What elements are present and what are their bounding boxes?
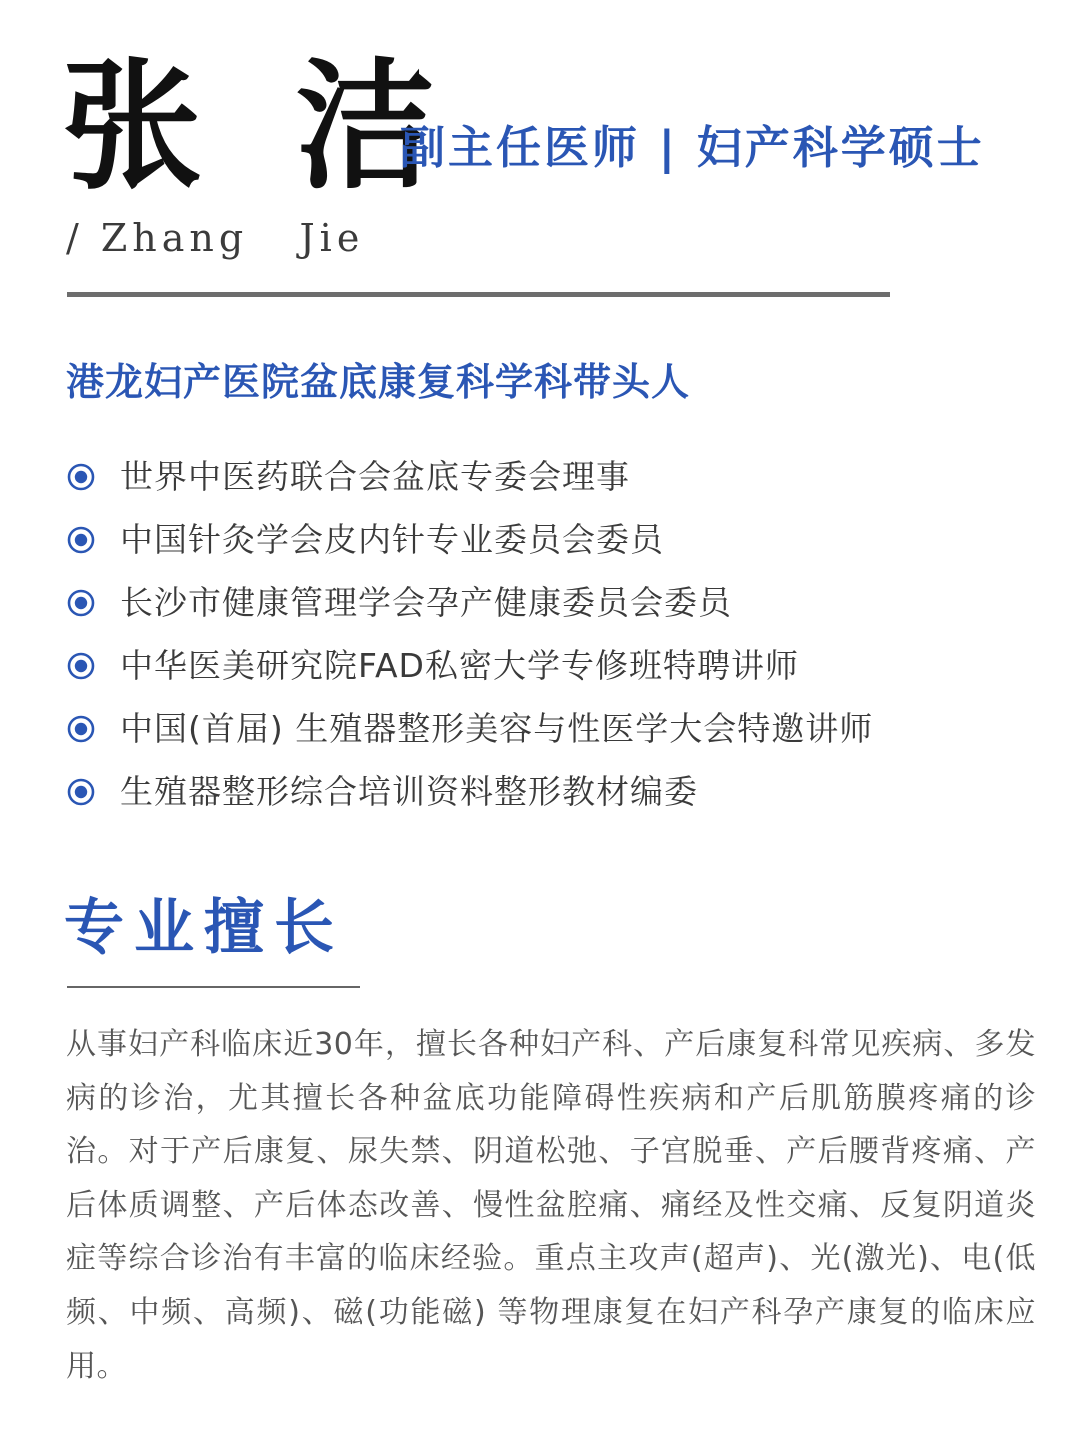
target-bullet-icon — [66, 714, 96, 744]
credential-text: 世界中医药联合会盆底专委会理事 — [120, 456, 630, 496]
credential-item — [66, 634, 873, 697]
role-heading: 港龙妇产医院盆底康复科学科带头人 — [66, 360, 691, 404]
credential-text: 中华医美研究院FAD私密大学专修班特聘讲师 — [120, 645, 799, 685]
doctor-name-pinyin: / Zhang Jie — [66, 216, 365, 260]
expertise-divider — [67, 986, 360, 988]
credential-text: 中国(首届) 生殖器整形美容与性医学大会特邀讲师 — [120, 708, 874, 748]
credential-item — [66, 760, 873, 823]
target-bullet-icon — [66, 777, 96, 807]
credential-text: 长沙市健康管理学会孕产健康委员会委员 — [120, 582, 732, 622]
header-divider — [67, 292, 890, 297]
credential-item — [66, 571, 873, 634]
credential-text: 中国针灸学会皮内针专业委员会委员 — [120, 519, 664, 559]
expertise-heading: 专业擅长 — [64, 893, 344, 963]
credential-item — [66, 697, 873, 760]
credential-text: 生殖器整形综合培训资料整形教材编委 — [120, 771, 698, 811]
target-bullet-icon — [66, 588, 96, 618]
expertise-description: 从事妇产科临床近30年，擅长各种妇产科、产后康复科常见疾病、多发病的诊治，尤其擅长各种盆底功能障碍性疾病和产后肌筋膜疼痛的诊治。对于产后康复、尿失禁、阴道松弛、子宫脱垂、产后腰背疼痛、产后体质调整、产后体态改善、慢性盆腔痛、痛经及性交痛、反复阴道炎症等综合诊治有丰富的临床经验。重点主攻声(超声)、光(激光)、电(低频、中频、高频)、磁(功能磁) 等物理康复在妇产科孕产康复的临床应用。 — [66, 1027, 1036, 1384]
credential-item — [66, 445, 873, 508]
doctor-title: 副主任医师 | 妇产科学硕士 — [400, 121, 985, 174]
target-bullet-icon — [66, 462, 96, 492]
credential-item — [66, 508, 873, 571]
doctor-name: 张 洁 — [62, 45, 457, 209]
target-bullet-icon — [66, 651, 96, 681]
credentials-list — [66, 445, 873, 823]
target-bullet-icon — [66, 525, 96, 555]
